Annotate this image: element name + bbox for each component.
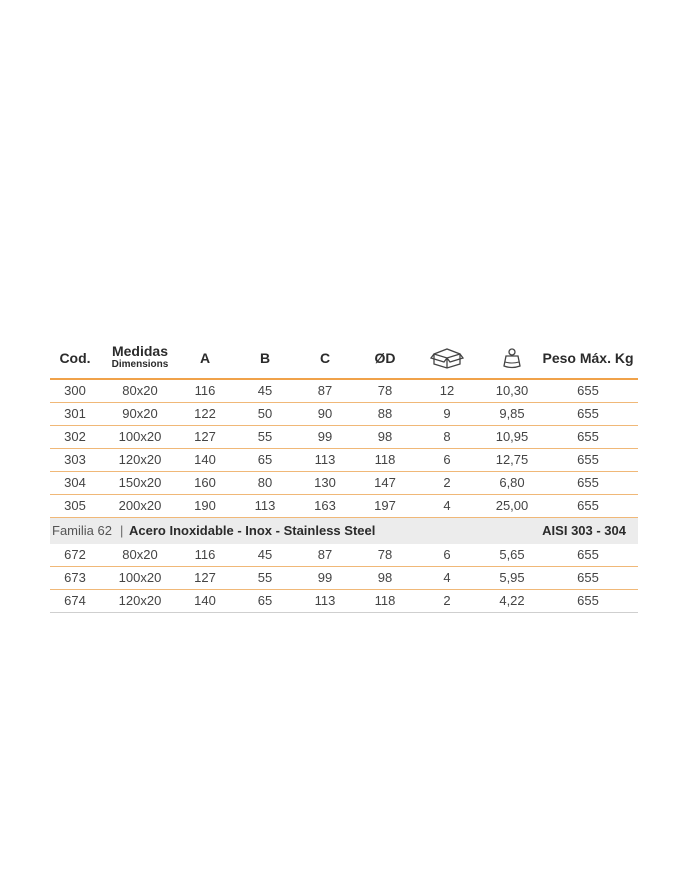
- cell-weight: 6,80: [499, 475, 525, 490]
- family-label: Familia 62: [52, 523, 112, 538]
- table-row: [50, 449, 638, 472]
- cell-qty: 2: [443, 593, 451, 608]
- cell-medidas: 150x20: [118, 475, 162, 490]
- cell-od: 78: [377, 383, 393, 398]
- cell-od: 147: [374, 475, 396, 490]
- cell-qty: 4: [443, 570, 451, 585]
- cell-a: 190: [194, 498, 216, 513]
- cell-cod: 301: [64, 406, 86, 421]
- cell-medidas: 200x20: [118, 498, 162, 513]
- cell-medidas: 100x20: [118, 570, 162, 585]
- header-medidas: [100, 338, 180, 378]
- cell-b: 113: [254, 498, 276, 513]
- cell-medidas: 80x20: [122, 547, 158, 562]
- cell-a: 140: [194, 593, 216, 608]
- box-icon: [422, 338, 472, 378]
- cell-weight: 4,22: [499, 593, 525, 608]
- cell-c: 87: [317, 547, 333, 562]
- cell-b: 50: [257, 406, 273, 421]
- cell-b: 65: [257, 452, 273, 467]
- cell-od: 118: [374, 452, 396, 467]
- weight-icon: [482, 338, 542, 378]
- cell-b: 65: [257, 593, 273, 608]
- family-separator: |: [120, 523, 124, 538]
- cell-od: 98: [377, 570, 393, 585]
- cell-peso-max: 655: [577, 498, 599, 513]
- cell-c: 99: [317, 429, 333, 444]
- header-a: A: [199, 350, 211, 366]
- cell-od: 88: [377, 406, 393, 421]
- cell-a: 127: [194, 429, 216, 444]
- cell-b: 80: [257, 475, 273, 490]
- cell-b: 55: [257, 570, 273, 585]
- cell-c: 113: [314, 593, 336, 608]
- cell-medidas: 90x20: [122, 406, 158, 421]
- table-row: [50, 567, 638, 590]
- header-b: B: [259, 350, 271, 366]
- cell-cod: 302: [64, 429, 86, 444]
- cell-peso-max: 655: [577, 547, 599, 562]
- cell-qty: 6: [443, 452, 451, 467]
- cell-weight: 12,75: [495, 452, 529, 467]
- cell-weight: 10,30: [495, 383, 529, 398]
- cell-weight: 10,95: [495, 429, 529, 444]
- cell-medidas: 120x20: [118, 452, 162, 467]
- table-body-group-2: [50, 544, 638, 613]
- cell-od: 118: [374, 593, 396, 608]
- cell-od: 78: [377, 547, 393, 562]
- cell-a: 160: [194, 475, 216, 490]
- cell-medidas: 100x20: [118, 429, 162, 444]
- cell-medidas: 120x20: [118, 593, 162, 608]
- family-description: Acero Inoxidable - Inox - Stainless Steel: [129, 523, 376, 538]
- cell-c: 99: [317, 570, 333, 585]
- family-aisi: AISI 303 - 304: [542, 523, 626, 538]
- cell-peso-max: 655: [577, 406, 599, 421]
- cell-peso-max: 655: [577, 593, 599, 608]
- cell-cod: 672: [64, 547, 86, 562]
- cell-cod: 300: [64, 383, 86, 398]
- cell-a: 116: [194, 547, 216, 562]
- product-table: [50, 338, 638, 613]
- cell-qty: 6: [443, 547, 451, 562]
- cell-a: 122: [194, 406, 216, 421]
- header-c: C: [319, 350, 331, 366]
- table-row: [50, 544, 638, 567]
- cell-a: 140: [194, 452, 216, 467]
- table-body-group-1: [50, 380, 638, 518]
- cell-od: 197: [374, 498, 396, 513]
- cell-c: 87: [317, 383, 333, 398]
- cell-qty: 2: [443, 475, 451, 490]
- table-row: [50, 590, 638, 613]
- table-row: [50, 403, 638, 426]
- table-row: [50, 426, 638, 449]
- cell-peso-max: 655: [577, 429, 599, 444]
- cell-cod: 305: [64, 498, 86, 513]
- cell-cod: 673: [64, 570, 86, 585]
- cell-cod: 304: [64, 475, 86, 490]
- header-dimensions-label: Dimensions: [111, 359, 169, 370]
- header-cod: Cod.: [59, 350, 91, 366]
- cell-c: 163: [314, 498, 336, 513]
- cell-weight: 25,00: [495, 498, 529, 513]
- table-row: [50, 495, 638, 518]
- cell-weight: 5,65: [499, 547, 525, 562]
- cell-b: 55: [257, 429, 273, 444]
- cell-od: 98: [377, 429, 393, 444]
- cell-b: 45: [257, 547, 273, 562]
- cell-peso-max: 655: [577, 570, 599, 585]
- cell-c: 113: [314, 452, 336, 467]
- table-header: [50, 338, 638, 380]
- cell-weight: 5,95: [499, 570, 525, 585]
- cell-qty: 12: [439, 383, 455, 398]
- cell-medidas: 80x20: [122, 383, 158, 398]
- header-medidas-label: Medidas: [111, 343, 168, 359]
- cell-b: 45: [257, 383, 273, 398]
- table-row: [50, 380, 638, 403]
- cell-cod: 303: [64, 452, 86, 467]
- cell-qty: 4: [443, 498, 451, 513]
- cell-peso-max: 655: [577, 475, 599, 490]
- cell-qty: 9: [443, 406, 451, 421]
- cell-peso-max: 655: [577, 452, 599, 467]
- cell-qty: 8: [443, 429, 451, 444]
- cell-a: 127: [194, 570, 216, 585]
- table-row: [50, 472, 638, 495]
- cell-weight: 9,85: [499, 406, 525, 421]
- header-od: ØD: [374, 350, 396, 366]
- cell-c: 90: [317, 406, 333, 421]
- cell-a: 116: [194, 383, 216, 398]
- header-peso: Peso Máx. Kg: [542, 350, 634, 366]
- cell-c: 130: [314, 475, 336, 490]
- family-banner: [50, 518, 638, 544]
- cell-cod: 674: [64, 593, 86, 608]
- cell-peso-max: 655: [577, 383, 599, 398]
